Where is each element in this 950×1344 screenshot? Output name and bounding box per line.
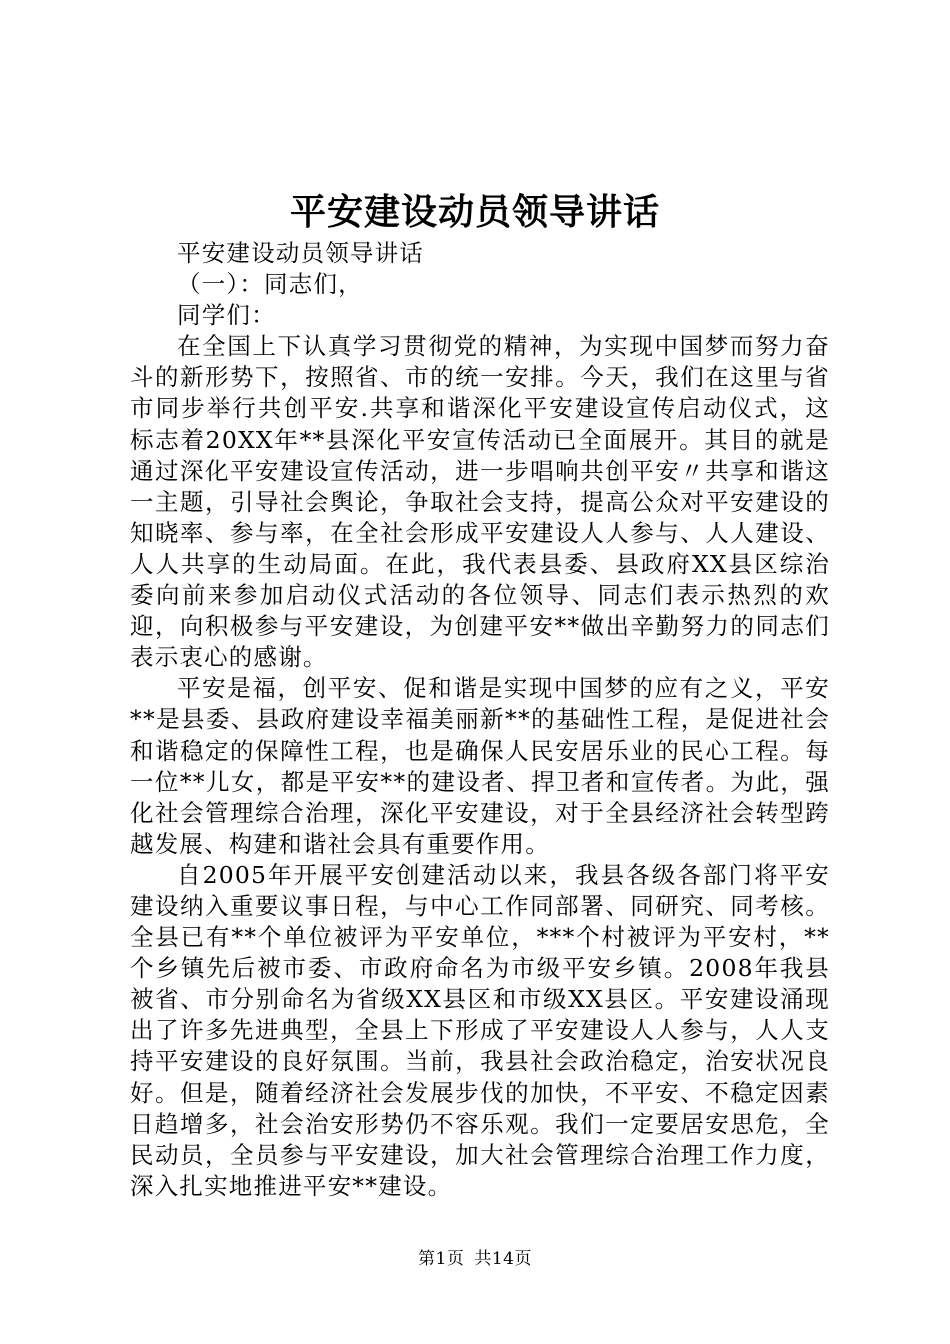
document-body: [130, 238, 830, 1202]
page-number: 第1页: [418, 1249, 465, 1269]
paragraph-subtitle: 平安建设动员领导讲话: [177, 239, 424, 267]
paragraph: 平安是福，创平安、促和谐是实现中国梦的应有之义，平安**是县委、县政府建设幸福美丽新**的基础性工程，是促进社会和谐稳定的保障性工程，也是确保人民安居乐业的民心工程。每一位**儿女，都是平安**的建设者、捍卫者和宣传者。为此，强化社会管理综合治理，深化平安建设，对于全县经济社会转型跨越发展、构建和谐社会具有重要作用。: [130, 674, 830, 858]
paragraph-greeting: 同学们：: [177, 301, 276, 330]
paragraph-section-heading: （一）：同志们，: [177, 270, 363, 299]
paragraph: 在全国上下认真学习贯彻党的精神，为实现中国梦而努力奋斗的新形势下，按照省、市的统一安排。今天，我们在这里与省市同步举行共创平安.共享和谐深化平安建设宣传启动仪式，这标志着20XX年**县深化平安宣传活动已全面展开。其目的就是通过深化平安建设宣传活动，进一步唱响共创平安〃共享和谐这一主题，引导社会舆论，争取社会支持，提高公众对平安建设的知晓率、参与率，在全社会形成平安建设人人参与、人人建设、人人共享的生动局面。在此，我代表县委、县政府XX县区综治委向前来参加启动仪式活动的各位领导、同志们表示热烈的欢迎，向积极参与平安建设，为创建平安**做出辛勤努力的同志们表示衷心的感谢。: [130, 332, 830, 672]
page-footer: [0, 1244, 950, 1269]
page-total: 共14页: [474, 1249, 532, 1269]
document-title: 平安建设动员领导讲话: [289, 191, 660, 233]
paragraph: 自2005年开展平安创建活动以来，我县各级各部门将平安建设纳入重要议事日程，与中心工作同部署、同研究、同考核。全县已有**个单位被评为平安单位，***个村被评为平安村，**个乡镇先后被市委、市政府命名为市级平安乡镇。2008年我县被省、市分别命名为省级XX县区和市级XX县区。平安建设涌现出了许多先进典型，全县上下形成了平安建设人人参与，人人支持平安建设的良好氛围。当前，我县社会政治稳定，治安状况良好。但是，随着经济社会发展步伐的加快，不平安、不稳定因素日趋增多，社会治安形势仍不容乐观。我们一定要居安思危，全民动员，全员参与平安建设，加大社会管理综合治理工作力度，深入扎实地推进平安**建设。: [130, 860, 830, 1200]
